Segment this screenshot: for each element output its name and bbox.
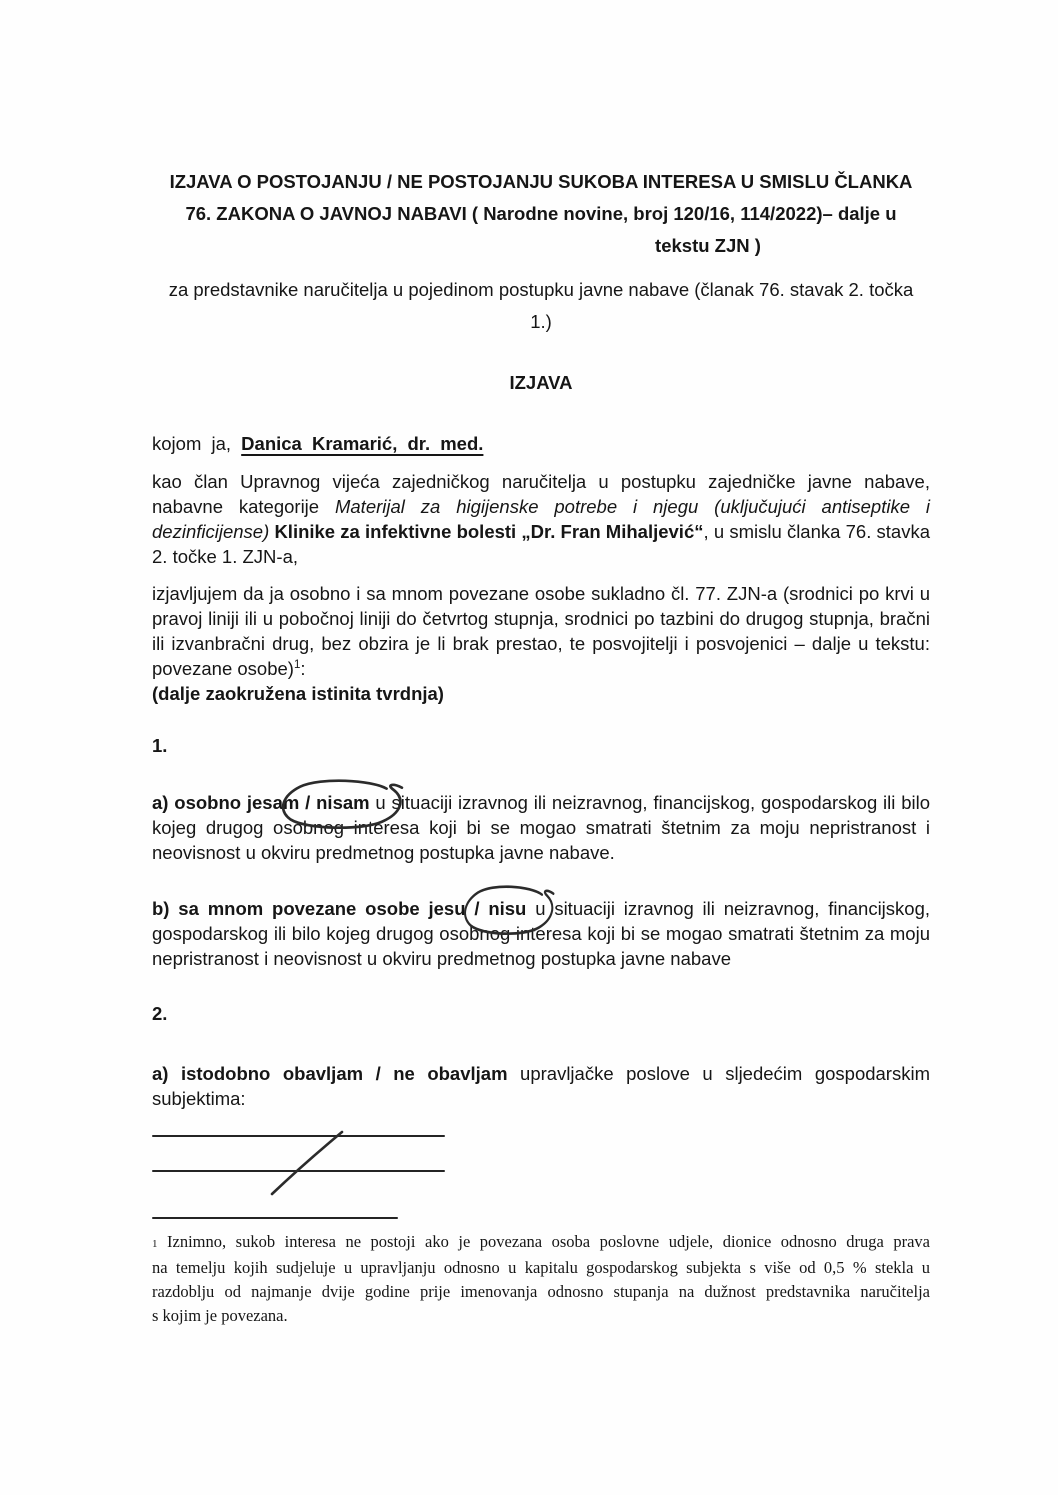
text-line: [152, 790, 930, 815]
title-line-1: IZJAVA O POSTOJANJU / NE POSTOJANJU SUKOBA INTERESA U SMISLU ČLANKA: [169, 171, 913, 192]
text-segment: 2. točke 1. ZJN-a,: [152, 546, 298, 567]
text-segment: neovisnost u okviru predmetnog postupka javne nabave.: [152, 842, 615, 863]
title-line-3: tekstu ZJN ): [655, 235, 761, 256]
text-segment: nepristranost i neovisnost u okviru predmetnog postupka javne nabave: [152, 948, 731, 969]
footnote: [152, 1230, 930, 1328]
section-1-number: 1.: [152, 735, 168, 756]
text-line: [152, 494, 930, 519]
text-segment: gospodarskog ili bilo kojeg drugog osobnog interesa koji bi se mogao smatrati štetnim za moju: [152, 923, 930, 944]
text-segment: u situaciji izravnog ili neizravnog, financijskog,: [526, 898, 931, 919]
text-line: [152, 840, 930, 865]
text-segment: upravljačke poslove u sljedećim gospodarskim: [507, 1063, 930, 1084]
text-segment: povezane osobe): [152, 658, 294, 679]
document-subtitle: [152, 274, 930, 338]
text-segment: ili izvanbračni drug, bez obzira je li brak prestao, te posvojitelji i posvojenici – dalje u tekstu:: [152, 633, 930, 654]
strikethrough-slash-mark: [262, 1126, 352, 1200]
clause-1b: [152, 896, 930, 971]
text-segment: subjektima:: [152, 1088, 246, 1109]
text-line: [152, 581, 930, 606]
text-line: [152, 1061, 930, 1086]
text-line: [152, 1230, 930, 1256]
text-line: [152, 606, 930, 631]
declarant-line: [152, 431, 930, 456]
footnote-separator: [152, 1217, 398, 1219]
declaration-heading: IZJAVA: [509, 372, 573, 393]
text-line: [152, 1280, 930, 1304]
text-segment: izjavljujem da ja osobno i sa mnom povezane osobe sukladno čl. 77. ZJN-a (srodnici po krvi u: [152, 583, 930, 604]
text-line: [152, 1256, 930, 1280]
text-line: [152, 656, 930, 681]
text-segment: nabavne kategorije: [152, 496, 335, 517]
subtitle-line-2: 1.): [530, 311, 552, 332]
document-title: [152, 166, 930, 262]
text-segment: kojom ja,: [152, 433, 242, 454]
text-segment: 1: [152, 1238, 158, 1250]
text-line: [152, 469, 930, 494]
text-segment: pravoj liniji ili u pobočnoj liniji do četvrtog stupnja, srodnici po tazbini do drugog stupnja, bračni: [152, 608, 930, 629]
text-segment: a) osobno jesam: [152, 792, 306, 813]
text-segment: Iznimno, sukob interesa ne postoji ako je povezana osoba poslovne udjele, dionice odnosno druga prava: [157, 1232, 930, 1251]
text-segment: s kojim je povezana.: [152, 1306, 288, 1325]
text-line: [152, 1304, 930, 1328]
clause-2a: [152, 1061, 930, 1111]
circled-option: / nisu: [474, 898, 526, 919]
text-line: [152, 544, 930, 569]
text-segment: 1: [293, 659, 301, 671]
text-segment: razdoblju od najmanje dvije godine prije imenovanja odnosno stupanja na dužnost predstavnika naručitelja: [152, 1282, 930, 1301]
paragraph-related-persons: [152, 581, 930, 706]
text-segment: kao član Upravnog vijeća zajedničkog naručitelja u postupku zajedničke javne nabave,: [152, 471, 930, 492]
paragraph-membership: [152, 469, 930, 569]
text-segment: Materijal za higijenske potrebe i njegu (uključujući antiseptike i: [334, 496, 930, 517]
text-line: [152, 431, 930, 456]
text-line: [152, 681, 930, 706]
clause-1a: [152, 790, 930, 865]
text-segment: Danica Kramarić, dr. med.: [241, 433, 484, 454]
text-line: [152, 946, 930, 971]
text-segment: dezinficijense): [152, 521, 270, 542]
text-segment: :: [300, 658, 306, 679]
text-line: [152, 921, 930, 946]
text-segment: a) istodobno obavljam / ne obavljam: [152, 1063, 508, 1084]
title-line-2: 76. ZAKONA O JAVNOJ NABAVI ( Narodne novine, broj 120/16, 114/2022)– dalje u: [185, 203, 897, 224]
text-line: [152, 519, 930, 544]
circled-option: / nisam: [305, 792, 369, 813]
text-segment: u situaciji izravnog ili neizravnog, financijskog, gospodarskog ili bilo: [369, 792, 931, 813]
text-segment: kojeg drugog osobnog interesa koji bi se mogao smatrati štetnim za moju nepristranost i: [152, 817, 930, 838]
text-segment: Klinike za infektivne bolesti „Dr. Fran Mihaljević“: [274, 521, 704, 542]
text-line: [152, 815, 930, 840]
section-2-number: 2.: [152, 1003, 168, 1024]
text-segment: , u smislu članka 76. stavka: [703, 521, 930, 542]
text-line: [152, 896, 930, 921]
subtitle-line-1: za predstavnike naručitelja u pojedinom postupku javne nabave (članak 76. stavak 2. točka: [168, 279, 914, 300]
text-line: [152, 631, 930, 656]
text-line: [152, 1086, 930, 1111]
text-segment: b) sa mnom povezane osobe jesu: [152, 898, 475, 919]
text-segment: na temelju kojih sudjeluje u upravljanju odnosno u kapitalu gospodarskog subjekta s više od 0,5 % stekla u: [152, 1258, 930, 1277]
text-segment: (dalje zaokružena istinita tvrdnja): [152, 683, 444, 704]
